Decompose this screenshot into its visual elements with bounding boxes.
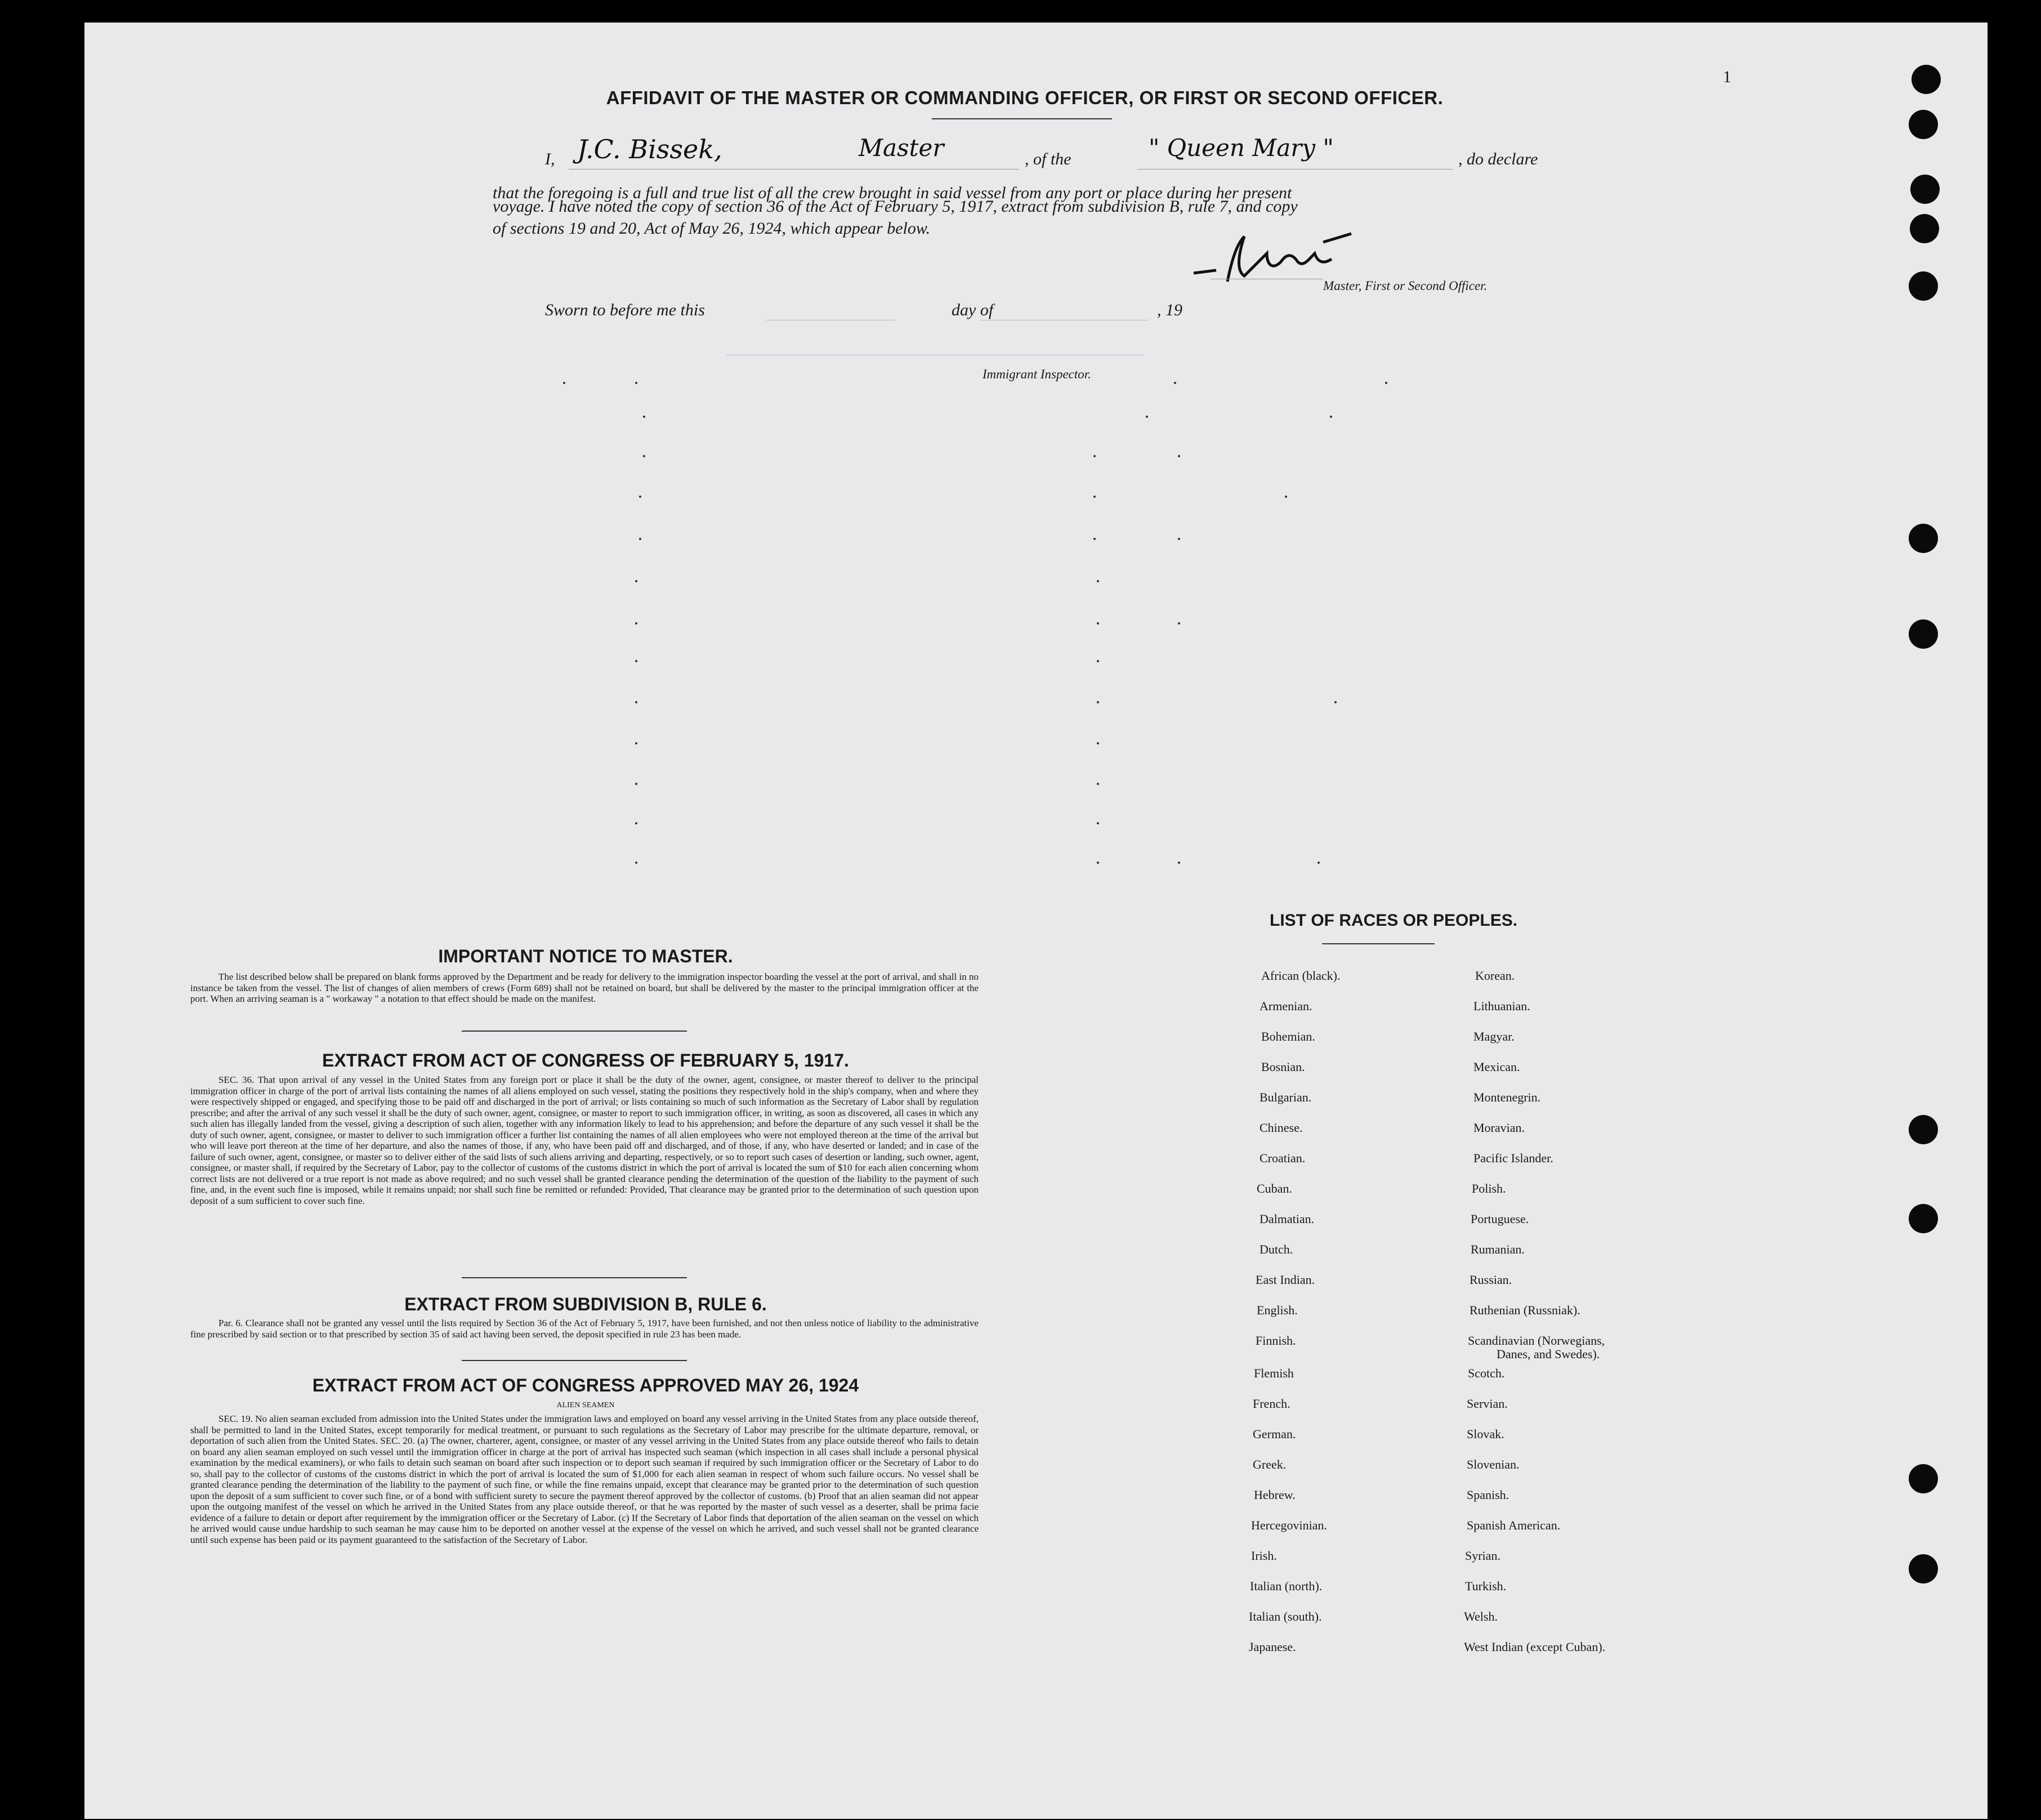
of-the-text: , of the <box>1025 150 1071 168</box>
race-item: Greek. <box>1253 1457 1287 1471</box>
race-item: Italian (north). <box>1250 1579 1323 1593</box>
race-item: Spanish. <box>1467 1488 1509 1502</box>
race-item: Bohemian. <box>1261 1029 1315 1043</box>
declarant-rank: Master <box>859 134 944 162</box>
affidavit-title: AFFIDAVIT OF THE MASTER OR COMMANDING OFFICER, OR FIRST OR SECOND OFFICER. <box>606 87 1444 108</box>
day-of-text: day of <box>952 301 994 319</box>
race-item: Turkish. <box>1465 1579 1507 1593</box>
race-item: East Indian. <box>1256 1273 1315 1287</box>
notice-title: IMPORTANT NOTICE TO MASTER. <box>438 946 733 966</box>
sworn-text: Sworn to before me this <box>545 301 705 319</box>
scan-edge <box>2002 0 2041 1820</box>
extract-1924-subtitle: ALIEN SEAMEN <box>556 1401 615 1409</box>
race-item: West Indian (except Cuban). <box>1464 1640 1606 1654</box>
race-item: Scotch. <box>1468 1366 1505 1380</box>
title-rule <box>932 118 1112 119</box>
race-item: Polish. <box>1472 1181 1506 1196</box>
race-item: Spanish American. <box>1467 1518 1561 1532</box>
race-item: Mexican. <box>1473 1060 1520 1074</box>
punch-hole <box>1909 1115 1938 1144</box>
punch-hole <box>1909 271 1938 301</box>
declarant-name: J.C. Bissek, <box>577 134 722 164</box>
race-item: Cuban. <box>1257 1181 1292 1196</box>
race-item: Dalmatian. <box>1260 1212 1315 1226</box>
race-item: German. <box>1253 1427 1296 1441</box>
race-item: Slovenian. <box>1467 1457 1520 1471</box>
race-item: Magyar. <box>1473 1029 1515 1043</box>
extract-1924-title: EXTRACT FROM ACT OF CONGRESS APPROVED MAY 26, 1924 <box>312 1375 859 1395</box>
race-item: Scandinavian (Norwegians, <box>1468 1333 1605 1348</box>
race-item: Slovak. <box>1467 1427 1504 1441</box>
race-item: Japanese. <box>1249 1640 1296 1654</box>
subdivision-title: EXTRACT FROM SUBDIVISION B, RULE 6. <box>404 1294 767 1314</box>
race-item: Armenian. <box>1260 999 1312 1013</box>
races-title: LIST OF RACES OR PEOPLES. <box>1270 911 1518 930</box>
declaration-line-2: that the foregoing is a full and true list of all the crew brought in said vessel from any port or place during her present <box>493 184 1292 202</box>
race-item: Syrian. <box>1465 1549 1500 1563</box>
punch-hole <box>1909 110 1938 139</box>
extract-1917-rule <box>462 1277 687 1278</box>
race-item: Montenegrin. <box>1473 1090 1541 1104</box>
race-item: English. <box>1257 1303 1298 1317</box>
signature-caption: Master, First or Second Officer. <box>1323 279 1488 293</box>
races-rule <box>1322 943 1435 944</box>
subdivision-text: Par. 6. Clearance shall not be granted any vessel until the lists required by Section 36 of the Act of February 5, 1917, have been furnished, and not then unless notice of liability to the administrative fine prescribed by said section or to that prescribed by section 35 of said act having been served, the deposit specified in rule 23 has been made. <box>190 1318 979 1340</box>
race-item-continued: Danes, and Swedes). <box>1497 1347 1600 1361</box>
punch-hole <box>1910 214 1939 243</box>
race-item: Pacific Islander. <box>1473 1151 1553 1165</box>
inspector-caption: Immigrant Inspector. <box>982 367 1091 381</box>
page-mark: 1 <box>1723 68 1731 86</box>
notice-rule <box>462 1031 687 1032</box>
race-item: Croatian. <box>1260 1151 1306 1165</box>
race-item: French. <box>1253 1397 1290 1411</box>
race-item: Bulgarian. <box>1260 1090 1312 1104</box>
notice-text: The list described below shall be prepared on blank forms approved by the Department and be ready for delivery to the immigration inspector boarding the vessel at the port of arrival, and shall in no instance be taken from the vessel. The list of changes of alien members of crews (Form 689) shall not be retained on board, but shall be delivered by the master to the principal immigration officer at the port. When an arriving seaman is a " workaway " a notation to that effect should be made on the manifest. <box>190 971 979 1004</box>
race-item: Finnish. <box>1256 1333 1296 1348</box>
extract-1917-text: SEC. 36. That upon arrival of any vessel in the United States from any foreign port or place it shall be the duty of the owner, agent, consignee, or master thereof to deliver to the principal immigration officer in charge of the port of arrival lists containing the names of all aliens employed on such vessel, stating the positions they respectively hold in the ship's company, when and where they were respectively shipped or engaged, and specifying those to be paid off and discharged in the port of arrival; or lists containing so much of such information as the Secretary of Labor shall by regulation prescribe; and after the arrival of any such vessel it shall be the duty of such owner, agent, consignee, or master to report to such immigration officer, in writing, as soon as discovered, all cases in which any such alien has illegally landed from the vessel, giving a description of such alien, together with any information likely to lead to his apprehension; and before the departure of any such vessel it shall be the duty of such owner, agent, consignee, or master to deliver to such immigration officer a further list containing the names of all alien employees who were not employed thereon at the time of the arrival but who will leave port thereon at the time of her departure, and also the names of those, if any, who have been paid off and discharged, and of those, if any, who have deserted or landed; and in case of the failure of such owner, agent, consignee, or master so to deliver either of the said lists of such aliens arriving and departing, respectively, or so to report such cases of desertion or landing, such owner, agent, consignee, or master shall, if required by the Secretary of Labor, pay to the collector of customs of the customs district in which the port of arrival is located the sum of $10 for each alien concerning whom correct lists are not delivered or a true report is not made as above required; and no such vessel shall be granted clearance pending the determination of the question of the liability to the payment of such fine, and, in the event such fine is imposed, while it remains unpaid; nor shall such fine be remitted or refunded: Provided, That clearance may be granted prior to the determination of such question upon deposit of a sum sufficient to cover such fine. <box>190 1074 979 1206</box>
extract-1917-title: EXTRACT FROM ACT OF CONGRESS OF FEBRUARY 5, 1917. <box>322 1050 849 1070</box>
race-item: Welsh. <box>1464 1609 1498 1623</box>
do-declare-text: , do declare <box>1458 150 1538 168</box>
race-item: Flemish <box>1254 1366 1294 1380</box>
race-item: Irish. <box>1251 1549 1277 1563</box>
race-item: Hebrew. <box>1254 1488 1296 1502</box>
punch-hole <box>1909 1204 1938 1233</box>
race-item: Dutch. <box>1260 1242 1293 1256</box>
race-item: Ruthenian (Russniak). <box>1470 1303 1580 1317</box>
form-page <box>84 23 1988 1819</box>
race-item: Portuguese. <box>1471 1212 1529 1226</box>
vessel-name: " Queen Mary " <box>1149 134 1334 162</box>
declaration-line-4: of sections 19 and 20, Act of May 26, 1924, which appear below. <box>493 219 931 238</box>
year-text: , 19 <box>1157 301 1182 319</box>
punch-hole <box>1910 175 1940 204</box>
race-item: Russian. <box>1470 1273 1512 1287</box>
race-item: Korean. <box>1475 969 1515 983</box>
extract-1924-text: SEC. 19. No alien seaman excluded from admission into the United States under the immigration laws and employed on board any vessel arriving in the United States from any place outside thereof, shall be permitted to land in the United States, except temporarily for medical treatment, or pursuant to such regulations as the Secretary of Labor may prescribe for the ultimate departure, removal, or deportation of such alien from the United States. SEC. 20. (a) The owner, charterer, agent, consignee, or master of any vessel arriving in the United States from any place outside thereof who fails to detain on board any alien seaman employed on such vessel until the immigration officer in charge at the port of arrival has inspected such seaman (which inspection in all cases shall include a personal physical examination by the medical examiners), or who fails to detain such seaman on board after such inspection or to deport such seaman if required by such immigration officer or the Secretary of Labor to do so, shall pay to the collector of customs of the customs district in which the port of arrival is located the sum of $1,000 for each alien seaman in respect of whom such failure occurs. No vessel shall be granted clearance pending the determination of the liability to the payment of such fine, or while the fine remains unpaid, except that clearance may be granted prior to the determination of such question upon the deposit of a sum sufficient to cover such fine, or of a bond with sufficient surety to secure the payment thereof approved by the collector of customs. (b) Proof that an alien seaman did not appear upon the outgoing manifest of the vessel on which he arrived in the United States from any place outside thereof, or that he was reported by the master of such vessel as a deserter, shall be prima facie evidence of a failure to detain or deport after requirement by the immigration officer or the Secretary of Labor. (c) If the Secretary of Labor finds that deportation of the alien seaman on the vessel on which he arrived would cause undue hardship to such seaman he may cause him to be deported on another vessel at the expense of the vessel on which he arrived, and such vessel shall not be granted clearance until such expense has been paid or its payment guaranteed to the satisfaction of the Secretary of Labor. <box>190 1413 979 1545</box>
race-item: Servian. <box>1467 1397 1508 1411</box>
declarant-prefix: I, <box>545 150 555 168</box>
race-item: African (black). <box>1261 969 1341 983</box>
subdivision-rule <box>462 1360 687 1361</box>
race-item: Rumanian. <box>1471 1242 1525 1256</box>
punch-hole <box>1909 1554 1938 1583</box>
punch-hole <box>1909 524 1938 553</box>
race-item: Lithuanian. <box>1473 999 1530 1013</box>
declaration-line-3: voyage. I have noted the copy of section 36 of the Act of February 5, 1917, extract from subdivision B, rule 7, and copy <box>493 197 1298 216</box>
race-item: Bosnian. <box>1261 1060 1305 1074</box>
punch-hole <box>1909 619 1938 649</box>
race-item: Moravian. <box>1473 1121 1525 1135</box>
race-item: Hercegovinian. <box>1251 1518 1327 1532</box>
race-item: Chinese. <box>1260 1121 1303 1135</box>
punch-hole <box>1909 1464 1938 1493</box>
punch-hole <box>1912 65 1941 94</box>
race-item: Italian (south). <box>1249 1609 1322 1623</box>
